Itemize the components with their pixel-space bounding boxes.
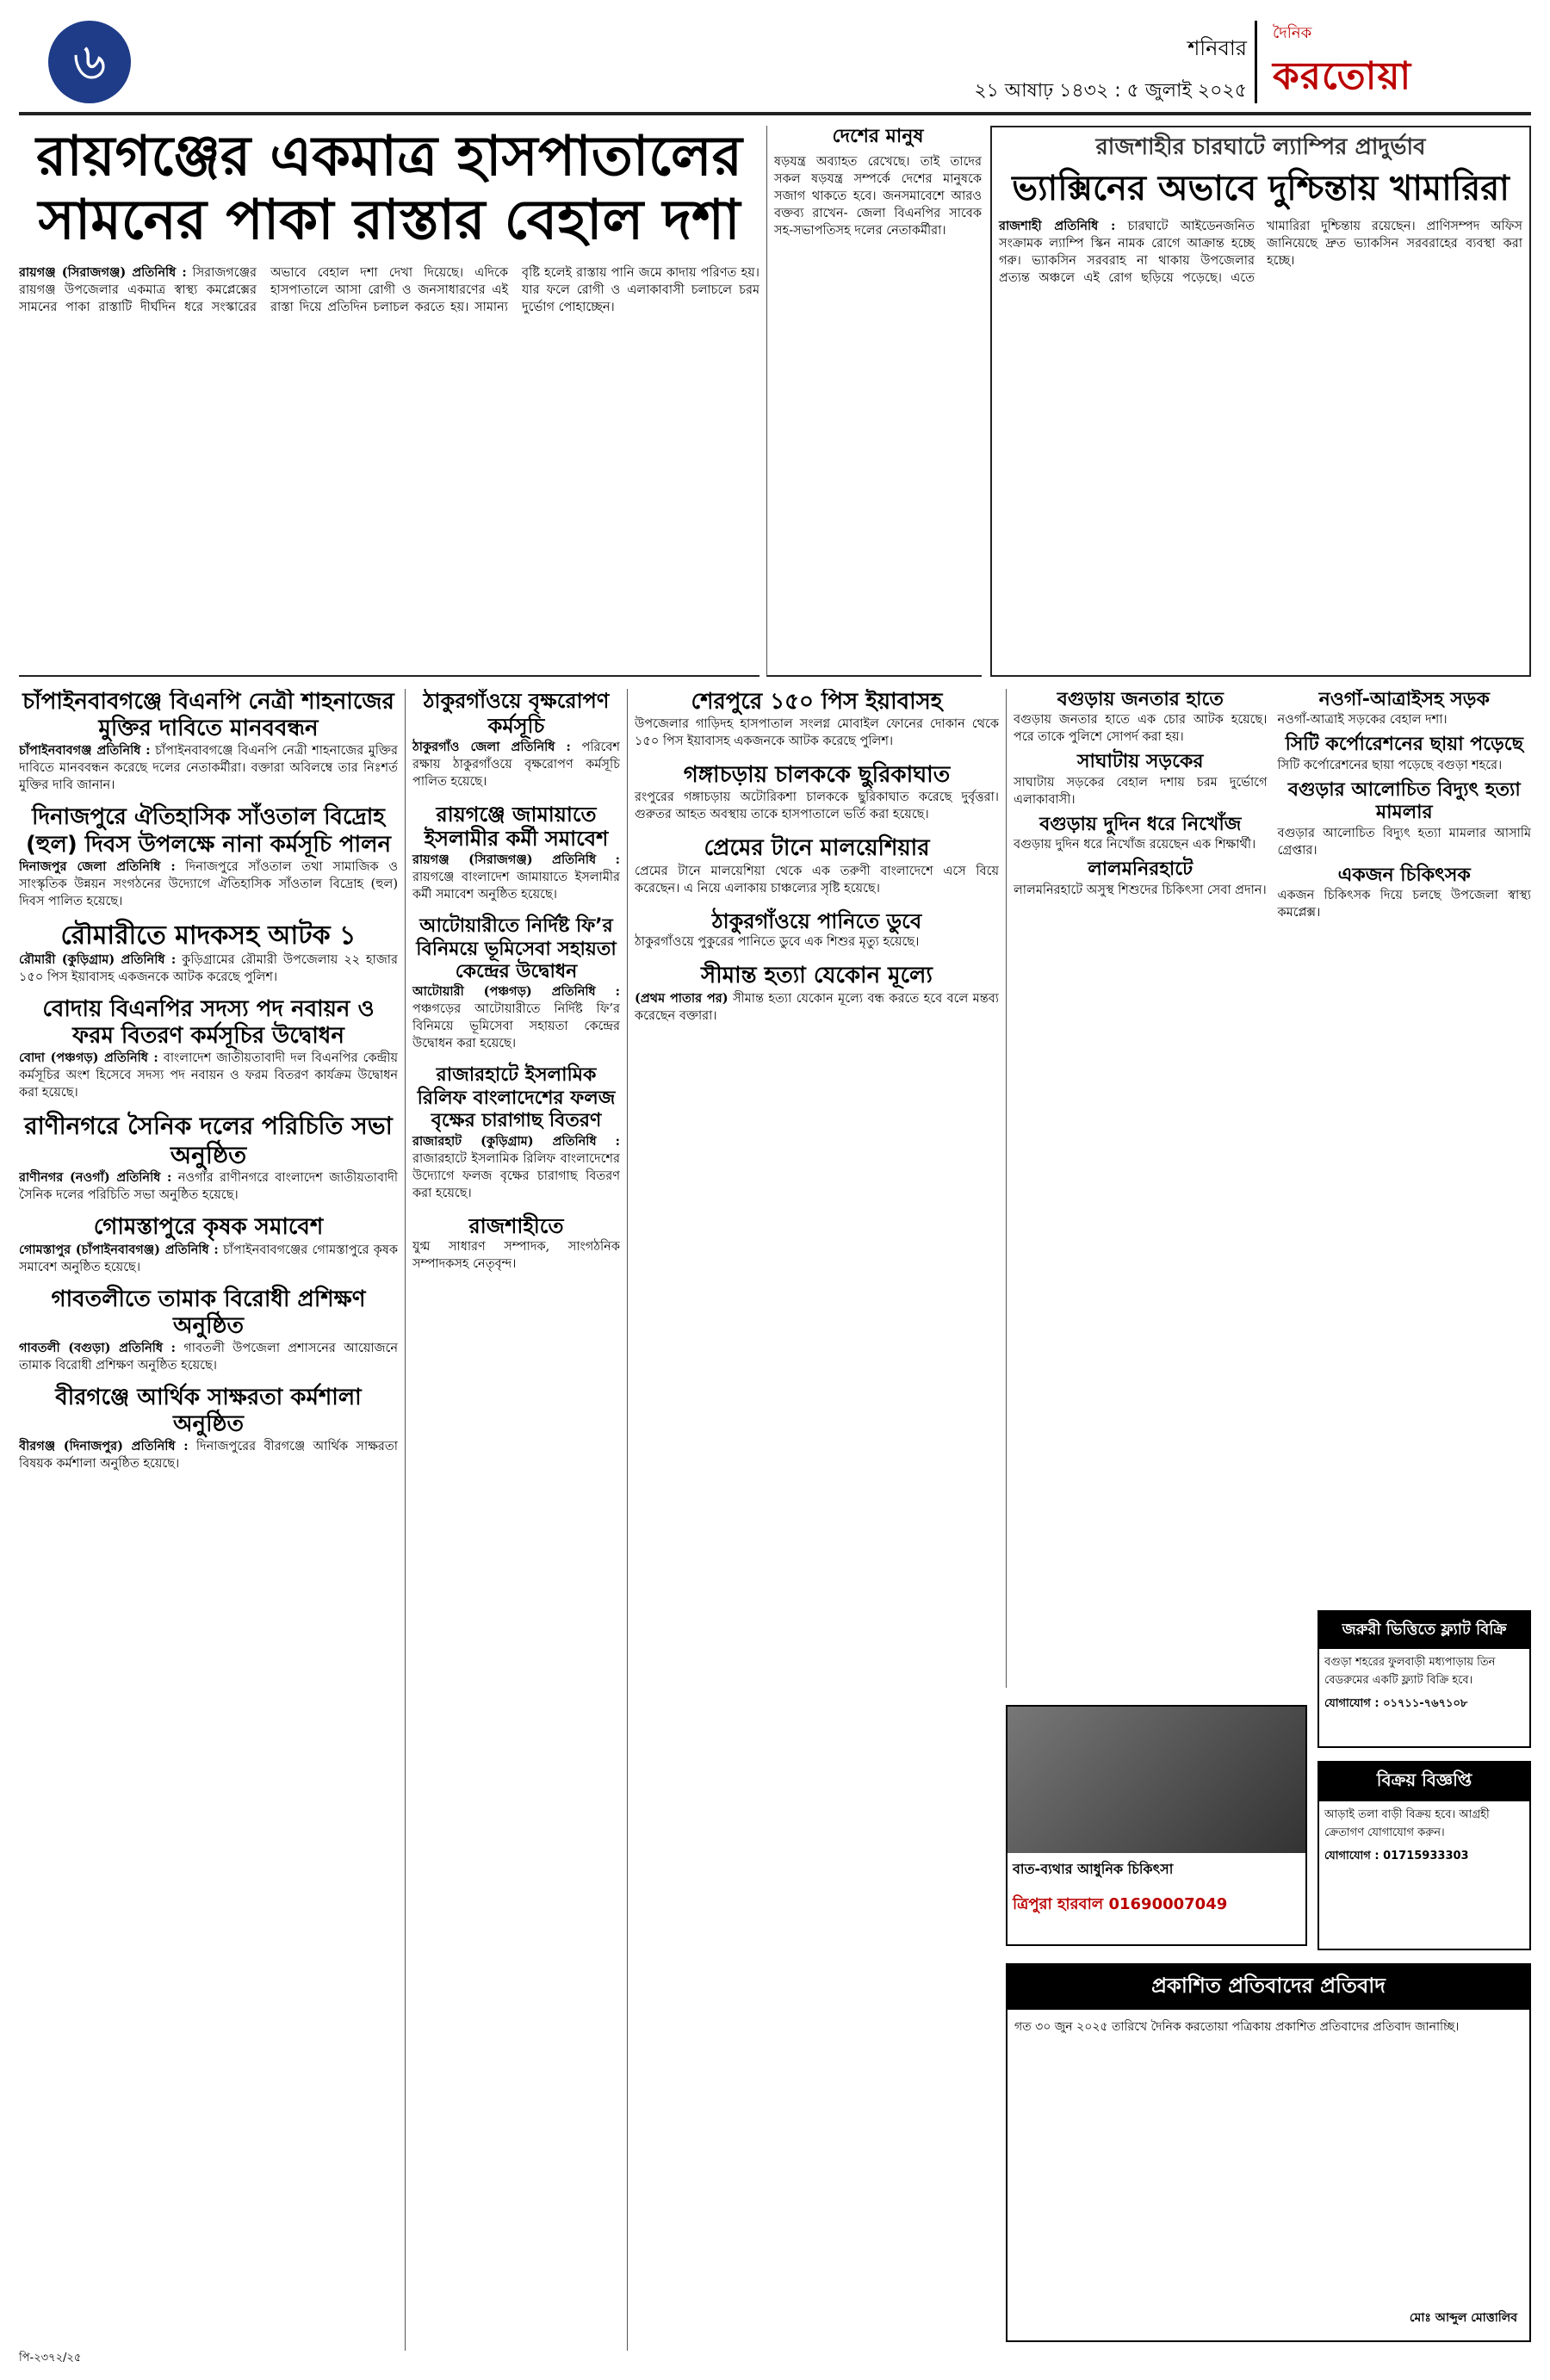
mid-story-3 [412, 915, 620, 1052]
story-7 [19, 1286, 398, 1374]
mid-story-4-byline: রাজারহাট (কুড়িগ্রাম) প্রতিনিধি : [412, 1133, 620, 1149]
protest-notice [1006, 1963, 1531, 2342]
mid-story-5-body: যুগ্ম সাধারণ সম্পাদক, সাংগঠনিক সম্পাদকসহ নেতৃবৃন্দ। [412, 1240, 620, 1272]
center-story-1-headline: শেরপুরে ১৫০ পিস ইয়াবাসহ [691, 689, 943, 715]
right-story-1 [1014, 689, 1268, 746]
center-story-3-headline: প্রেমের টানে মালয়েশিয়ার [704, 835, 930, 862]
flat-sale-ad [1318, 1610, 1531, 1748]
day-label: শনিবার [1187, 36, 1247, 60]
for-sale-title: বিক্রয় বিজ্ঞপ্তি [1319, 1763, 1529, 1801]
story-7-body: গাবতলী উপজেলা প্রশাসনের আয়োজনে তামাক বিরোধী প্রশিক্ষণ অনুষ্ঠিত হয়েছে। [19, 1341, 398, 1373]
lead-byline: রায়গঞ্জ (সিরাজগঞ্জ) প্রতিনিধি : [19, 265, 187, 281]
protest-signature: মোঃ আব্দুল মোত্তালিব [1409, 2311, 1517, 2325]
right-story-6 [1278, 734, 1532, 773]
story-8-headline: বীরগঞ্জে আর্থিক সাক্ষরতা কর্মশালা অনুষ্ঠিত [55, 1384, 362, 1438]
rajshahi-headline: ভ্যাক্সিনের অভাবে দুশ্চিন্তায় খামারিরা [1012, 169, 1510, 209]
protest-title: প্রকাশিত প্রতিবাদের প্রতিবাদ [1008, 1965, 1529, 2010]
right-story-2 [1014, 751, 1268, 808]
story-2 [19, 804, 398, 909]
people-body: ষড়যন্ত্র অব্যাহত রেখেছে। তাই তাদের সকল ষড়যন্ত্র সম্পর্কে দেশের মানুষকে সজাগ থাকতে হবে। জনসমাবেশে আরও বক্তব্য রাখেন- জেলা বিএনপির সাবেক সহ-সভাপতিসহ দলের নেতাকর্মীরা। [774, 155, 982, 239]
right-story-7 [1278, 779, 1532, 859]
right-story-6-body: সিটি কর্পোরেশনের ছায়া পড়েছে বগুড়া শহরে। [1277, 758, 1503, 772]
center-story-1 [635, 689, 999, 750]
story-1-body: চাঁপাইনবাবগঞ্জে বিএনপি নেত্রী শাহনাজের মুক্তির দাবিতে মানববন্ধন করেছে দলের নেতাকর্মীরা। বক্তারা অবিলম্বে তার নিঃশর্ত মুক্তির দাবি জানান। [19, 744, 398, 793]
mid-story-2-body: রায়গঞ্জে বাংলাদেশ জামায়াতে ইসলামীর কর্মী সমাবেশ অনুষ্ঠিত হয়েছে। [412, 871, 620, 902]
story-8-body: দিনাজপুরের বীরগঞ্জে আর্থিক সাক্ষরতা বিষয়ক কর্মশালা অনুষ্ঠিত হয়েছে। [19, 1440, 398, 1472]
center-story-5-headline: সীমান্ত হত্যা যেকোন মূল্যে [701, 963, 933, 989]
mid-story-4-body: রাজারহাটে ইসলামিক রিলিফ বাংলাদেশের উদ্যোগে ফলজ বৃক্ষের চারাগাছ বিতরণ করা হয়েছে। [412, 1151, 620, 1200]
story-4 [19, 996, 398, 1101]
story-8 [19, 1385, 398, 1472]
mid-story-2-byline: রায়গঞ্জ (সিরাজগঞ্জ) প্রতিনিধি : [412, 852, 620, 868]
protest-body: গত ৩০ জুন ২০২৫ তারিখে দৈনিক করতোয়া পত্রিকায় প্রকাশিত প্রতিবাদের প্রতিবাদ জানাচ্ছি। [1014, 2020, 1460, 2034]
story-4-headline: বোদায় বিএনপির সদস্য পদ নবায়ন ও ফরম বিতরণ কর্মসূচির উদ্বোধন [42, 995, 375, 1049]
right-story-6-headline: সিটি কর্পোরেশনের ছায়া পড়েছে [1285, 734, 1523, 756]
mid-story-1-headline: ঠাকুরগাঁওয়ে বৃক্ষরোপণ কর্মসূচি [423, 689, 610, 738]
right-story-4-headline: লালমনিরহাটে [1088, 858, 1194, 881]
for-sale-body: আড়াই তলা বাড়ী বিক্রয় হবে। আগ্রহী ক্রেতাগণ যোগাযোগ করুন। [1324, 1808, 1490, 1839]
story-7-headline: গাবতলীতে তামাক বিরোধী প্রশিক্ষণ অনুষ্ঠিত [51, 1286, 366, 1339]
mid-story-5-headline: রাজশাহীতে [468, 1213, 564, 1238]
center-story-5-byline: (প্রথম পাতার পর) [635, 990, 728, 1006]
mid-story-1 [412, 689, 620, 790]
center-story-4 [635, 909, 999, 951]
center-story-3-body: প্রেমের টানে মালয়েশিয়া থেকে এক তরুণী বাংলাদেশে এসে বিয়ে করেছেন। এ নিয়ে এলাকায় চাঞ্চল্যের সৃষ্টি হয়েছে। [635, 864, 999, 896]
mid-story-2 [412, 803, 620, 904]
story-7-byline: গাবতলী (বগুড়া) প্রতিনিধি : [19, 1340, 177, 1355]
story-5-body: নওগাঁর রাণীনগরে বাংলাদেশ জাতীয়তাবাদী সৈনিক দলের পরিচিতি সভা অনুষ্ঠিত হয়েছে। [19, 1171, 398, 1203]
mid-story-3-byline: আটোয়ারী (পঞ্চগড়) প্রতিনিধি : [412, 984, 620, 1000]
story-2-headline: দিনাজপুরে ঐতিহাসিক সাঁওতাল বিদ্রোহ (হুল) দিবস উপলক্ষে নানা কর্মসূচি পালন [26, 804, 391, 858]
story-3-body: কুড়িগ্রামের রৌমারী উপজেলায় ২২ হাজার ১৫০ পিস ইয়াবাসহ একজনকে আটক করেছে পুলিশ। [19, 952, 398, 984]
center-story-2-body: রংপুরের গঙ্গাচড়ায় অটোরিকশা চালককে ছুরিকাঘাত করেছে দুর্বৃত্তরা। গুরুতর আহত অবস্থায় তাকে হাসপাতালে ভর্তি করা হয়েছে। [635, 790, 999, 822]
center-story-5-body: সীমান্ত হত্যা যেকোন মূল্যে বন্ধ করতে হবে বলে মন্তব্য করেছেন বক্তারা। [635, 991, 999, 1023]
rajshahi-byline: রাজশাহী প্রতিনিধি : [999, 219, 1116, 234]
rajshahi-body: চারঘাটে আইডেনজনিত সংক্রামক ল্যাম্পি স্কিন নামক রোগে আক্রান্ত হচ্ছে গরু। ভ্যাকসিন সরবরাহ না থাকায় উপজেলার প্রত্যন্ত অঞ্চলে এই রোগ ছড়িয়ে পড়েছে। এতে খামারিরা দুশ্চিন্তায় রয়েছেন। প্রাণিসম্পদ অফিস জানিয়েছে দ্রুত ভ্যাকসিন সরবরাহের ব্যবস্থা করা হচ্ছে। [999, 220, 1522, 286]
center-story-1-body: উপজেলার গাড়িদহ হাসপাতাল সংলগ্ন মোবাইল ফোনের দোকান থেকে ১৫০ পিস ইয়াবাসহ একজনকে আটক করেছে পুলিশ। [635, 717, 999, 749]
lead-headline-1: রায়গঞ্জের একমাত্র হাসপাতালের [36, 126, 742, 189]
right-story-5 [1278, 689, 1532, 728]
right-story-8-headline: একজন চিকিৎসক [1337, 864, 1471, 886]
mid-story-1-body: পরিবেশ রক্ষায় ঠাকুরগাঁওয়ে বৃক্ষরোপণ কর্মসূচি পালিত হয়েছে। [412, 740, 620, 789]
story-6-byline: গোমস্তাপুর (চাঁপাইনবাবগঞ্জ) প্রতিনিধি : [19, 1242, 219, 1257]
right-story-3-headline: বগুড়ায় দুদিন ধরে নিখোঁজ [1039, 813, 1242, 835]
flat-sale-contact: যোগাযোগ : ০১৭১১-৭৬৭১০৮ [1324, 1697, 1468, 1710]
treatment-contact: ত্রিপুরা হারবাল 01690007049 [1013, 1895, 1228, 1913]
treatment-title: বাত-ব্যথার আধুনিক চিকিৎসা [1013, 1861, 1174, 1877]
treatment-ad [1006, 1705, 1307, 1946]
right-story-5-body: নওগাঁ-আত্রাই সড়কের বেহাল দশা। [1277, 713, 1448, 728]
right-story-1-body: বগুড়ায় জনতার হাতে এক চোর আটক হয়েছে। পরে তাকে পুলিশে সোপর্দ করা হয়। [1014, 713, 1268, 745]
right-story-5-headline: নওগাঁ-আত্রাইসহ সড়ক [1318, 689, 1490, 710]
lead-story [19, 126, 760, 677]
center-story-2-headline: গঙ্গাচড়ায় চালককে ছুরিকাঘাত [683, 762, 951, 789]
right-story-3-body: বগুড়ায় দুদিন ধরে নিখোঁজ রয়েছেন এক শিক্ষার্থী। [1014, 838, 1256, 852]
story-6 [19, 1214, 398, 1275]
story-5-byline: রাণীনগর (নওগাঁ) প্রতিনিধি : [19, 1170, 172, 1186]
right-story-4-body: লালমনিরহাটে অসুস্থ শিশুদের চিকিৎসা সেবা প্রদান। [1014, 883, 1267, 897]
center-story-2 [635, 762, 999, 823]
right-story-8-body: একজন চিকিৎসক দিয়ে চলছে উপজেলা স্বাস্থ্য কমপ্লেক্স। [1277, 888, 1531, 920]
right-story-7-body: বগুড়ার আলোচিত বিদ্যুৎ হত্যা মামলার আসামি গ্রেপ্তার। [1277, 826, 1531, 858]
center-story-4-headline: ঠাকুরগাঁওয়ে পানিতে ডুবে [711, 908, 922, 933]
right-story-7-headline: বগুড়ার আলোচিত বিদ্যুৎ হত্যা মামলার [1287, 778, 1521, 824]
left-column [19, 689, 398, 2351]
story-3 [19, 920, 398, 986]
mid-story-2-headline: রায়গঞ্জে জামায়াতে ইসলামীর কর্মী সমাবেশ [424, 802, 609, 852]
people-headline: দেশের মানুষ [832, 126, 924, 147]
mid-story-3-body: পঞ্চগড়ের আটোয়ারীতে নির্দিষ্ট ফি’র বিনিময়ে ভূমিসেবা সহায়তা কেন্দ্রের উদ্বোধন করা হয়েছে। [412, 1002, 620, 1051]
center-column [627, 689, 999, 2351]
mid-story-3-headline: আটোয়ারীতে নির্দিষ্ট ফি’র বিনিময়ে ভূমিসেবা সহায়তা কেন্দ্রের উদ্বোধন [416, 915, 617, 982]
story-6-body: চাঁপাইনবাবগঞ্জের গোমস্তাপুরে কৃষক সমাবেশ অনুষ্ঠিত হয়েছে। [19, 1243, 398, 1274]
right-story-8 [1278, 865, 1532, 921]
story-4-byline: বোদা (পঞ্চগড়) প্রতিনিধি : [19, 1051, 158, 1066]
story-5-headline: রাণীনগরে সৈনিক দলের পরিচিতি সভা অনুষ্ঠিত [24, 1112, 393, 1169]
for-sale-ad [1318, 1761, 1531, 1950]
lead-headline-2: সামনের পাকা রাস্তার বেহাল দশা [38, 188, 741, 252]
story-6-headline: গোমস্তাপুরে কৃষক সমাবেশ [93, 1214, 324, 1241]
center-story-5 [635, 963, 999, 1024]
logo-small: দৈনিক [1273, 24, 1312, 42]
right-story-4 [1014, 858, 1268, 898]
story-4-body: বাংলাদেশ জাতীয়তাবাদী দল বিএনপির কেন্দ্রীয় কর্মসূচির অংশ হিসেবে সদস্য পদ নবায়ন ও ফরম বিতরণ কার্যক্রম উদ্বোধন করা হয়েছে। [19, 1051, 398, 1100]
right-story-2-body: সাঘাটায় সড়কের বেহাল দশায় চরম দুর্ভোগে এলাকাবাসী। [1014, 775, 1268, 807]
story-3-headline: রৌমারীতে মাদকসহ আটক ১ [60, 920, 356, 951]
mid-story-4 [412, 1064, 620, 1201]
story-5 [19, 1112, 398, 1204]
story-3-byline: রৌমারী (কুড়িগ্রাম) প্রতিনিধি : [19, 951, 177, 967]
masthead [19, 10, 1531, 115]
newspaper-logo [1255, 21, 1514, 103]
right-column [1006, 689, 1531, 1688]
mid-column [405, 689, 620, 2351]
page-number-badge: ৬ [48, 21, 131, 103]
for-sale-contact: যোগাযোগ : 01715933303 [1324, 1850, 1469, 1862]
mid-story-1-byline: ঠাকুরগাঁও জেলা প্রতিনিধি : [412, 739, 571, 754]
rajshahi-kicker: রাজশাহীর চারঘাটে ল্যাম্পির প্রাদুর্ভাব [1095, 134, 1426, 160]
flat-sale-title: জরুরী ভিত্তিতে ফ্ল্যাট বিক্রি [1319, 1612, 1529, 1649]
treatment-photo [1008, 1707, 1305, 1853]
story-1-headline: চাঁপাইনবাবগঞ্জে বিএনপি নেত্রী শাহনাজের মুক্তির দাবিতে মানববন্ধন [22, 689, 394, 742]
story-1-byline: চাঁপাইনবাবগঞ্জ প্রতিনিধি : [19, 743, 151, 759]
flat-sale-body: বগুড়া শহরের ফুলবাড়ী মধ্যপাড়ায় তিন বেডরুমের একটি ফ্ল্যাট বিক্রি হবে। [1324, 1656, 1496, 1687]
right-story-1-headline: বগুড়ায় জনতার হাতে [1057, 689, 1224, 710]
rajshahi-story [990, 126, 1531, 677]
center-story-3 [635, 835, 999, 896]
logo-name: করতোয়া [1273, 54, 1412, 98]
people-story [766, 126, 982, 677]
right-story-2-headline: সাঘাটায় সড়কের [1077, 751, 1204, 773]
mid-story-5 [412, 1214, 620, 1274]
right-story-3 [1014, 814, 1268, 853]
story-2-body: দিনাজপুরে সাঁওতাল তথা সামাজিক ও সাংস্কৃতিক উন্নয়ন সংগঠনের উদ্যোগে ঐতিহাসিক সাঁওতাল বিদ্রোহ (হুল) দিবস পালিত হয়েছে। [19, 859, 398, 908]
footer-code: পি-২৩৭২/২৫ [19, 2352, 82, 2365]
story-1 [19, 689, 398, 794]
story-2-byline: দিনাজপুর জেলা প্রতিনিধি : [19, 858, 176, 874]
story-8-byline: বীরগঞ্জ (দিনাজপুর) প্রতিনিধি : [19, 1439, 189, 1454]
dateline [974, 33, 1247, 108]
date-label: ২১ আষাঢ় ১৪৩২ : ৫ জুলাই ২০২৫ [974, 80, 1247, 102]
center-story-4-body: ঠাকুরগাঁওয়ে পুকুরের পানিতে ডুবে এক শিশুর মৃত্যু হয়েছে। [635, 935, 920, 950]
mid-story-4-headline: রাজারহাটে ইসলামিক রিলিফ বাংলাদেশের ফলজ বৃক্ষের চারাগাছ বিতরণ [417, 1064, 616, 1132]
lead-body: সিরাজগঞ্জের রায়গঞ্জ উপজেলার একমাত্র স্বাস্থ্য কমপ্লেক্সের সামনের পাকা রাস্তাটি দীর্ঘদিন ধরে সংস্কারের অভাবে বেহাল দশা দেখা দিয়েছে। এদিকে হাসপাতালে আসা রোগী ও জনসাধারণের এই রাস্তা দিয়ে প্রতিদিন চলাচল করতে হয়। সামান্য বৃষ্টি হলেই রাস্তায় পানি জমে কাদায় পরিণত হয়। যার ফলে রোগী ও এলাকাবাসী চলাচলে চরম দুর্ভোগ পোহাচ্ছেন। [19, 266, 760, 315]
